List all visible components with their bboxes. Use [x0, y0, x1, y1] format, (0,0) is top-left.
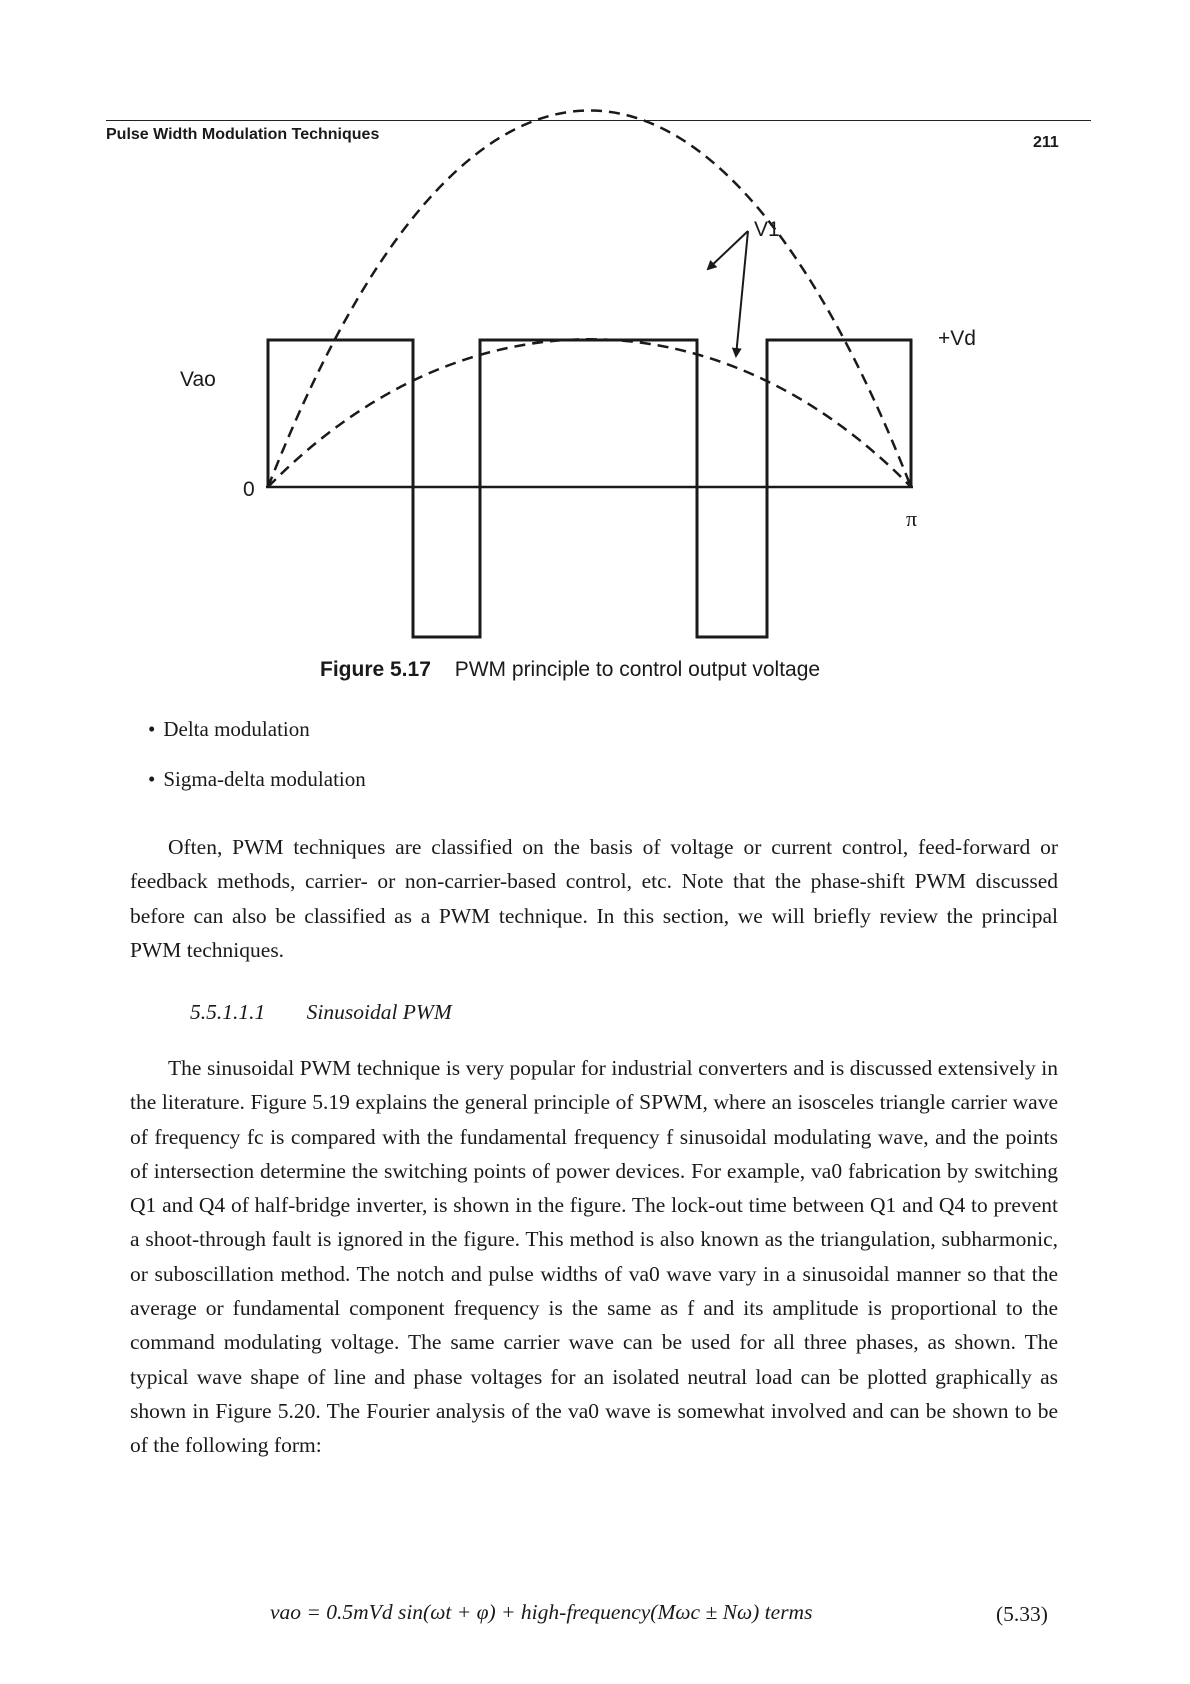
caption-number: Figure 5.17	[320, 658, 431, 681]
section-number: 5.5.1.1.1	[190, 1000, 266, 1024]
fundamental-wave-reduced	[268, 339, 911, 487]
paragraph: Often, PWM techniques are classified on the basis of voltage or current control, feed-forward or feedback methods, carrier- or non-carrier-based control, etc. Note that the phase-shift PWM discussed before can also be classified as a PWM technique. In this section, we will briefly review the principal PWM techniques.	[130, 835, 1058, 962]
v1-arrow-lower	[736, 231, 748, 356]
v1-arrow-upper	[708, 231, 748, 269]
section-title: Sinusoidal PWM	[306, 1000, 452, 1024]
list-item: • Delta modulation	[148, 704, 366, 754]
figure-caption	[320, 658, 820, 682]
section-heading	[190, 1000, 452, 1025]
list-item: • Sigma-delta modulation	[148, 754, 366, 804]
pwm-waveform	[268, 340, 911, 637]
v1-label: V1	[754, 218, 780, 241]
pwm-figure	[0, 0, 1190, 700]
page-number: 211	[1033, 134, 1059, 151]
pi-label: π	[906, 506, 918, 531]
vao-label: Vao	[180, 368, 216, 391]
caption-text: PWM principle to control output voltage	[454, 658, 821, 681]
equation-number: (5.33)	[996, 1602, 1048, 1626]
equation: vao = 0.5mVd sin(ωt + φ) + high-frequency(Mωc ± Nω) terms	[270, 1600, 813, 1624]
zero-label: 0	[243, 478, 255, 501]
running-head: Pulse Width Modulation Techniques	[106, 126, 380, 143]
vd-label: +Vd	[938, 327, 976, 350]
fundamental-wave-v1	[268, 111, 911, 488]
bullet-list	[148, 704, 366, 804]
paragraph: The sinusoidal PWM technique is very popular for industrial converters and is discussed extensively in the literature. Figure 5.19 explains the general principle of SPWM, where an isosceles triangle carrier wave of frequency fc is compared with the fundamental frequency f sinusoidal modulating wave, and the points of intersection determine the switching points of power devices. For example, va0 fabrication by switching Q1 and Q4 of half-bridge inverter, is shown in the figure. The lock-out time between Q1 and Q4 to prevent a shoot-through fault is ignored in the figure. This method is also known as the triangulation, subharmonic, or suboscillation method. The notch and pulse widths of va0 wave vary in a sinusoidal manner so that the average or fundamental component frequency is the same as f and its amplitude is proportional to the command modulating voltage. The same carrier wave can be used for all three phases, as shown. The typical wave shape of line and phase voltages for an isolated neutral load can be plotted graphically as shown in Figure 5.20. The Fourier analysis of the va0 wave is somewhat involved and can be shown to be of the following form:	[130, 1056, 1058, 1458]
